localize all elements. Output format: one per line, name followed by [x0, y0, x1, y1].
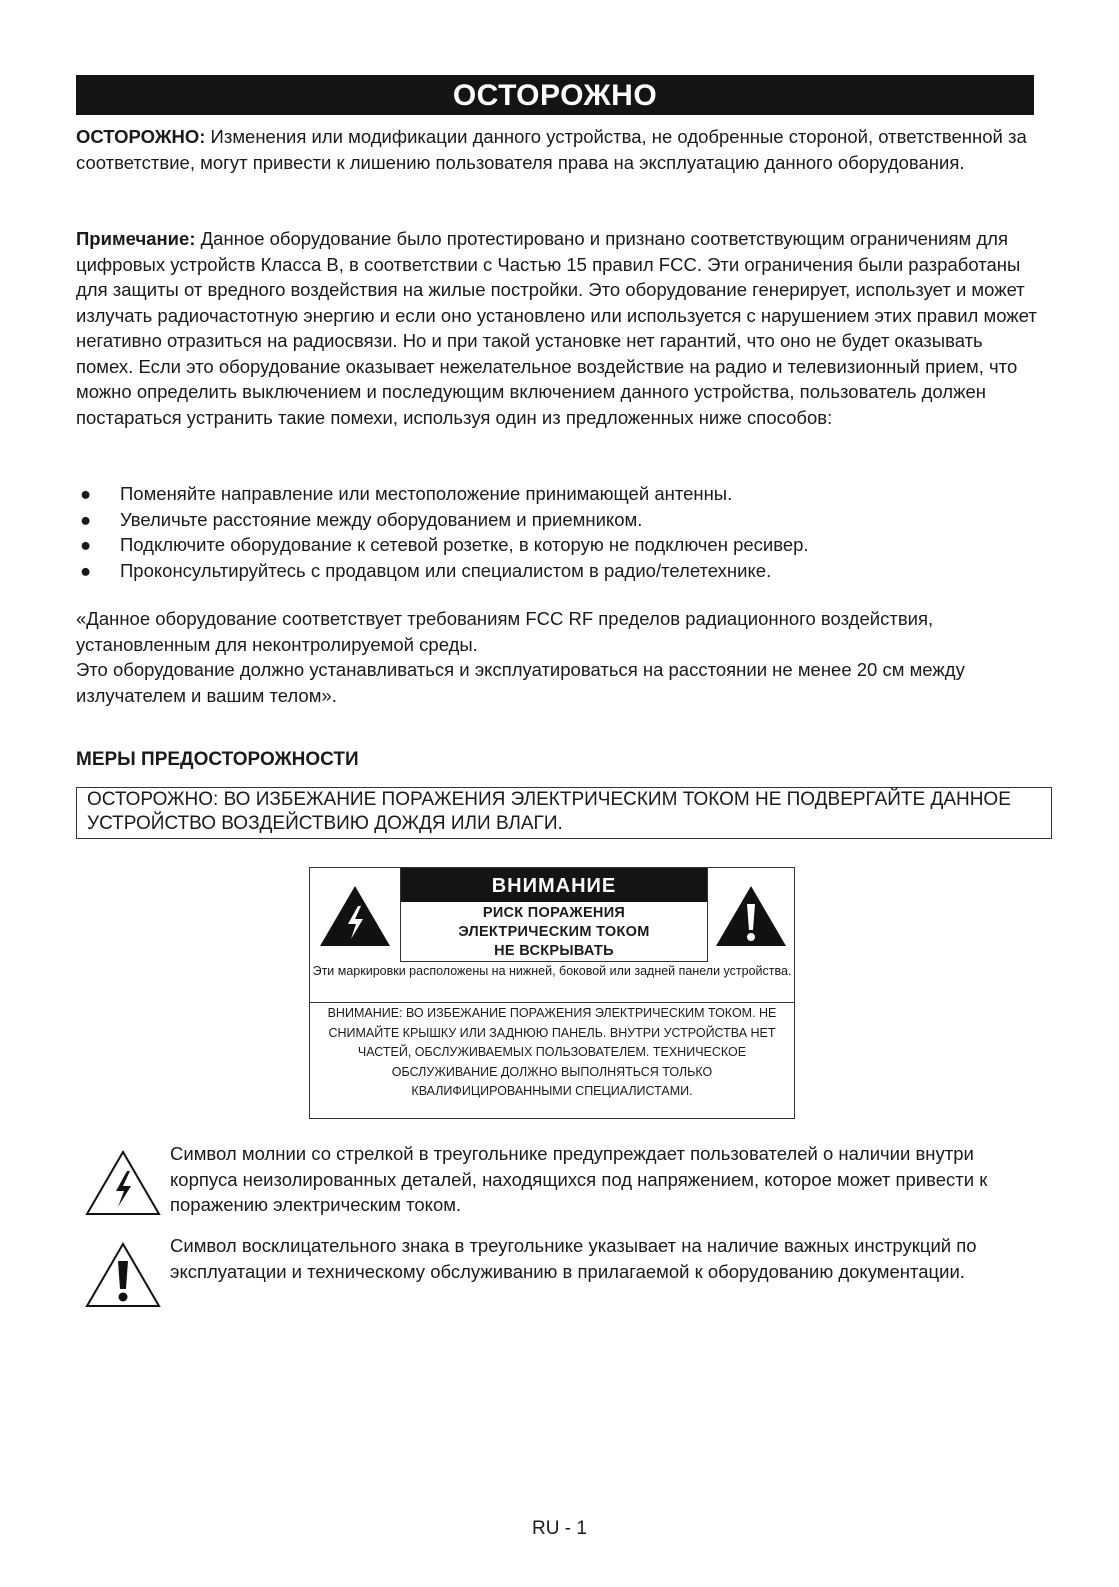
precautions-heading: МЕРЫ ПРЕДОСТОРОЖНОСТИ — [76, 749, 359, 770]
list-item-text: Подключите оборудование к сетевой розетке, в которую не подключен ресивер. — [120, 534, 809, 555]
fcc-statement-line-2: Это оборудование должно устанавливаться и эксплуатироваться на расстоянии не менее 20 см между излучателем и вашим телом». — [76, 659, 965, 706]
lightning-symbol-explanation — [76, 1141, 1036, 1221]
interference-remedies-list — [76, 481, 1036, 583]
warning-label — [309, 867, 795, 1119]
note-text: Данное оборудование было протестировано и признано соответствующим ограничениям для цифровых устройств Класса В, в соответствии с Частью 15 правил FCC. Эти ограничения были разработаны для защиты от вредного воздействия на жилые постройки. Это оборудование генерирует, использует и может излучать радиочастотную энергию и если оно установлено или используется с нарушением этих правил может негативно отразиться на радиосвязи. Но и при такой установке нет гарантий, что оно не будет оказывать помех. Если это оборудование оказывает нежелательное воздействие на радио и телевизионный прием, что можно определить выключением и последующим включением данного устройства, пользователь должен постараться устранить такие помехи, используя один из предложенных ниже способов: — [76, 228, 1037, 428]
warning-label-divider — [310, 1002, 794, 1003]
caution-text: Изменения или модификации данного устройства, не одобренные стороной, ответственной за соответствие, могут привести к лишению пользователя права на эксплуатацию данного оборудования. — [76, 126, 1027, 173]
bullet-icon: ● — [80, 508, 92, 530]
lightning-symbol-text: Символ молнии со стрелкой в треугольнике предупреждает пользователей о наличии внутри корпуса неизолированных деталей, находящихся под напряжением, которое может привести к поражению электрическим током. — [170, 1143, 988, 1215]
note-paragraph — [76, 226, 1038, 430]
exclamation-symbol-explanation — [76, 1233, 1036, 1313]
exclamation-triangle-outline-icon — [84, 1241, 162, 1309]
list-item — [76, 532, 1036, 558]
list-item — [76, 507, 1036, 533]
warning-label-center — [400, 868, 708, 962]
markings-location-note: Эти маркировки расположены на нижней, боковой или задней панели устройства. — [312, 964, 792, 978]
caution-paragraph — [76, 124, 1038, 175]
risk-line: НЕ ВСКРЫВАТЬ — [494, 943, 614, 959]
risk-line: РИСК ПОРАЖЕНИЯ — [482, 905, 626, 921]
warning-label-header: ВНИМАНИЕ — [401, 868, 707, 902]
list-item — [76, 558, 1036, 584]
bullet-icon: ● — [80, 483, 92, 504]
service-warning-text: ВНИМАНИЕ: ВО ИЗБЕЖАНИЕ ПОРАЖЕНИЯ ЭЛЕКТРИЧЕСКИМ ТОКОМ. НЕ СНИМАЙТЕ КРЫШКУ ИЛИ ЗАДНЮЮ ПАНЕЛЬ. ВНУТРИ УСТРОЙСТВА НЕТ ЧАСТЕЙ, ОБСЛУЖИВАЕМЫХ ПОЛЬЗОВАТЕЛЕМ. ТЕХНИЧЕСКОЕ ОБСЛУЖИВАНИЕ ДОЛЖНО ВЫПОЛНЯТЬСЯ ТОЛЬКО КВАЛИФИЦИРОВАННЫМИ СПЕЦИАЛИСТАМИ. — [327, 1006, 777, 1098]
warning-label-risk — [401, 904, 707, 961]
exclamation-triangle-icon — [714, 884, 788, 948]
bullet-icon: ● — [80, 534, 92, 555]
fcc-statement-line-1: «Данное оборудование соответствует требованиям FCC RF пределов радиационного воздействия, установленным для неконтролируемой среды. — [76, 608, 934, 655]
moisture-warning-box — [76, 787, 1052, 839]
moisture-warning-text: ОСТОРОЖНО: ВО ИЗБЕЖАНИЕ ПОРАЖЕНИЯ ЭЛЕКТРИЧЕСКИМ ТОКОМ НЕ ПОДВЕРГАЙТЕ ДАННОЕ УСТРОЙСТВО ВОЗДЕЙСТВИЮ ДОЖДЯ ИЛИ ВЛАГИ. — [87, 789, 1011, 834]
list-item-text: Проконсультируйтесь с продавцом или специалистом в радио/телетехнике. — [120, 559, 772, 581]
list-item — [76, 481, 1036, 507]
exclamation-symbol-text: Символ восклицательного знака в треугольнике указывает на наличие важных инструкций по эксплуатации и техническому обслуживанию в прилагаемой к оборудованию документации. — [170, 1235, 977, 1282]
note-label: Примечание: — [76, 228, 196, 249]
fcc-statement-paragraph — [76, 606, 1038, 708]
page-number: RU - 1 — [532, 1518, 587, 1539]
caution-label: ОСТОРОЖНО: — [76, 126, 206, 147]
lightning-triangle-icon — [318, 884, 392, 948]
page-title: ОСТОРОЖНО — [76, 75, 1034, 115]
list-item-text: Увеличьте расстояние между оборудованием и приемником. — [120, 508, 643, 530]
list-item-text: Поменяйте направление или местоположение принимающей антенны. — [120, 483, 733, 504]
risk-line: ЭЛЕКТРИЧЕСКИМ ТОКОМ — [458, 924, 650, 940]
lightning-triangle-outline-icon — [84, 1149, 162, 1217]
bullet-icon: ● — [80, 559, 92, 581]
